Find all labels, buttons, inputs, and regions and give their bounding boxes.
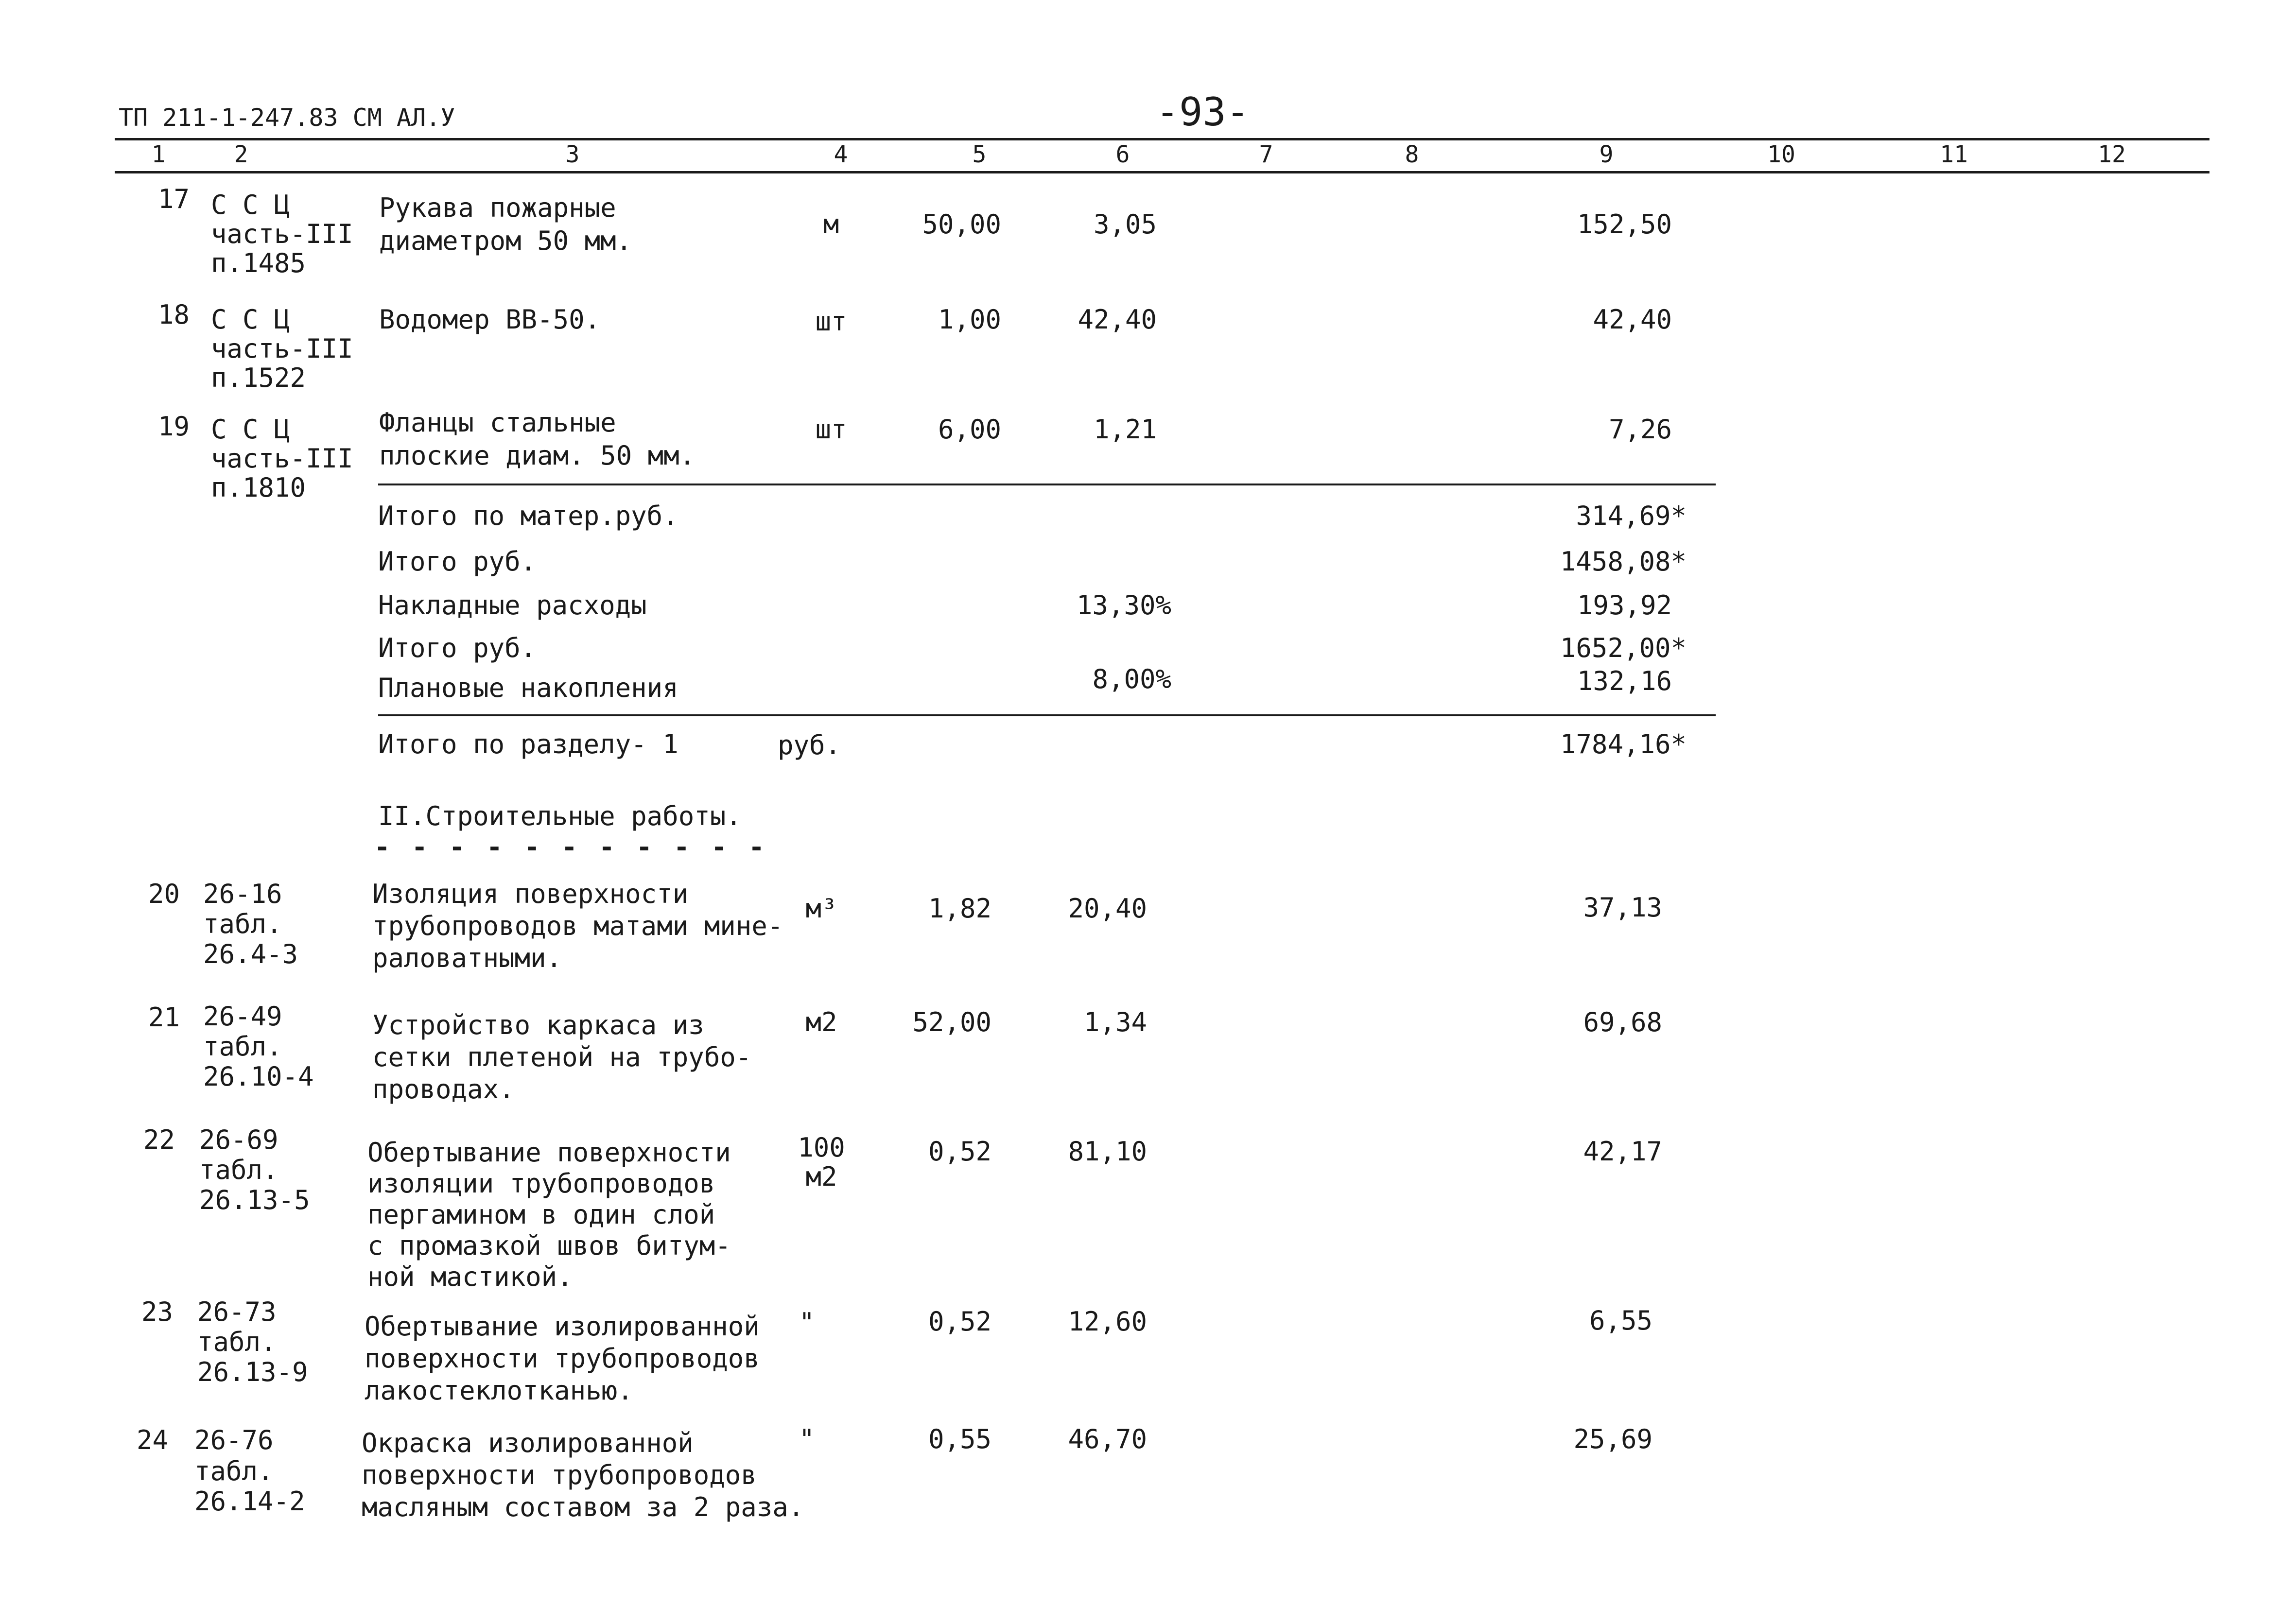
row-description: диаметром 50 мм. <box>379 225 632 256</box>
row-total: 69,68 <box>1583 1007 1662 1037</box>
section-total-value: 1784,16* <box>1560 729 1687 760</box>
row-description: поверхности трубопроводов <box>362 1460 757 1490</box>
row-unit: шт <box>815 414 847 445</box>
section-title: II.Строительные работы. <box>378 801 742 831</box>
row-code: С С Ц <box>211 304 290 335</box>
row-code: 26-76 <box>194 1425 274 1455</box>
row-code: 26-73 <box>197 1296 277 1327</box>
header-bottom-rule <box>115 171 2209 173</box>
row-description: раловатными. <box>372 943 562 973</box>
row-unit: м2 <box>805 1007 837 1037</box>
row-number: 17 <box>157 184 190 214</box>
row-price: 46,70 <box>1068 1424 1147 1454</box>
subtotal-value: 132,16 <box>1577 666 1672 696</box>
row-quantity: 0,55 <box>928 1424 991 1454</box>
section-total-rule <box>378 714 1716 716</box>
row-total: 6,55 <box>1589 1305 1652 1336</box>
column-number-11: 11 <box>1940 141 1968 168</box>
row-code: 26.4-3 <box>203 939 298 969</box>
column-number-2: 2 <box>234 141 248 168</box>
row-description: Изоляция поверхности <box>372 879 689 909</box>
row-description: Устройство каркаса из <box>372 1010 704 1040</box>
row-number: 18 <box>157 299 190 330</box>
row-description: проводах. <box>372 1074 515 1105</box>
section-total-unit: руб. <box>778 730 841 760</box>
row-price: 20,40 <box>1068 893 1147 924</box>
row-price: 3,05 <box>1093 209 1157 240</box>
row-unit: м2 <box>805 1161 837 1192</box>
row-unit: 100 <box>798 1132 845 1163</box>
subtotal-label: Плановые накопления <box>378 673 678 703</box>
subtotal-label: Итого руб. <box>378 633 537 663</box>
header-top-rule <box>115 138 2209 140</box>
row-unit: м³ <box>805 893 837 924</box>
row-code: 26.10-4 <box>203 1061 314 1092</box>
row-description: Фланцы стальные <box>379 407 616 438</box>
row-description: с промазкой швов битум- <box>367 1230 731 1261</box>
row-description: плоские диам. 50 мм. <box>379 440 696 471</box>
document-code: ТП 211-1-247.83 СМ АЛ.У <box>119 104 455 132</box>
row-total: 25,69 <box>1573 1424 1652 1454</box>
row-code: С С Ц <box>211 414 290 445</box>
column-number-5: 5 <box>972 141 987 168</box>
subtotal-rate: 13,30% <box>1076 590 1171 621</box>
row-unit: м <box>823 209 839 240</box>
row-number: 19 <box>157 411 190 442</box>
row-code: часть-III <box>211 443 353 474</box>
row-description: поверхности трубопроводов <box>365 1343 760 1374</box>
row-code: табл. <box>203 1031 282 1062</box>
column-number-3: 3 <box>565 141 580 168</box>
section-total-label: Итого по разделу- 1 <box>378 729 678 760</box>
column-number-9: 9 <box>1599 141 1614 168</box>
subtotal-label: Итого руб. <box>378 546 537 577</box>
column-number-10: 10 <box>1767 141 1795 168</box>
row-code: п.1485 <box>211 248 306 278</box>
row-description: Обертывание изолированной <box>365 1311 760 1342</box>
row-price: 1,34 <box>1083 1007 1147 1037</box>
row-quantity: 1,00 <box>938 304 1001 335</box>
page-number: -93- <box>1156 89 1250 135</box>
subtotal-value: 1458,08* <box>1560 546 1687 577</box>
subtotal-rate: 8,00% <box>1092 664 1171 694</box>
row-code: п.1810 <box>211 472 306 503</box>
row-total: 7,26 <box>1608 414 1672 445</box>
row-quantity: 0,52 <box>928 1136 991 1167</box>
subtotal-value: 314,69* <box>1576 501 1687 531</box>
row-code: табл. <box>197 1327 277 1357</box>
subtotal-value: 193,92 <box>1577 590 1672 621</box>
row-description: трубопроводов матами мине- <box>372 911 783 941</box>
row-code: 26.13-9 <box>197 1357 308 1387</box>
row-number: 22 <box>143 1124 175 1155</box>
row-quantity: 52,00 <box>912 1007 991 1037</box>
row-price: 1,21 <box>1093 414 1157 445</box>
row-unit: шт <box>815 306 847 337</box>
row-description: Рукава пожарные <box>379 192 616 223</box>
row-description: сетки плетеной на трубо- <box>372 1042 752 1072</box>
subtotal-value: 1652,00* <box>1560 633 1687 663</box>
row-code: 26.14-2 <box>194 1486 305 1517</box>
row-code: часть-III <box>211 333 353 364</box>
row-quantity: 1,82 <box>928 893 991 924</box>
row-number: 21 <box>148 1002 180 1033</box>
row-total: 42,40 <box>1593 304 1672 335</box>
row-total: 152,50 <box>1577 209 1672 240</box>
row-code: п.1522 <box>211 363 306 393</box>
row-description: Окраска изолированной <box>362 1428 694 1458</box>
row-description: изоляции трубопроводов <box>367 1168 715 1199</box>
column-number-8: 8 <box>1405 141 1419 168</box>
row-number: 20 <box>148 879 180 909</box>
row-description: Водомер ВВ-50. <box>379 304 601 335</box>
column-number-6: 6 <box>1115 141 1130 168</box>
row-number: 23 <box>141 1296 173 1327</box>
subtotal-label: Накладные расходы <box>378 590 647 621</box>
row-code: 26-16 <box>203 879 282 909</box>
row-number: 24 <box>136 1425 168 1455</box>
row-code: С С Ц <box>211 190 290 220</box>
row-code: 26-69 <box>199 1124 278 1155</box>
row-description: масляным составом за 2 раза. <box>362 1492 804 1522</box>
column-number-12: 12 <box>2098 141 2126 168</box>
row-code: табл. <box>199 1155 278 1185</box>
row-price: 42,40 <box>1078 304 1157 335</box>
column-number-4: 4 <box>834 141 848 168</box>
row-total: 42,17 <box>1583 1136 1662 1167</box>
row-quantity: 6,00 <box>938 414 1001 445</box>
column-number-7: 7 <box>1259 141 1273 168</box>
row-quantity: 50,00 <box>922 209 1001 240</box>
row-code: табл. <box>203 909 282 939</box>
row-code: 26.13-5 <box>199 1185 310 1215</box>
row-quantity: 0,52 <box>928 1306 991 1337</box>
row-code: часть-III <box>211 219 353 249</box>
row-code: 26-49 <box>203 1001 282 1032</box>
row-description: Обертывание поверхности <box>367 1137 731 1168</box>
row-description: лакостеклотканью. <box>365 1375 633 1406</box>
row-total: 37,13 <box>1583 892 1662 923</box>
section-title-underline: - - - - - - - - - - - <box>374 832 767 863</box>
row-code: табл. <box>194 1456 274 1486</box>
row-price: 12,60 <box>1068 1306 1147 1337</box>
row-description: пергамином в один слой <box>367 1199 715 1230</box>
row-unit: " <box>799 1424 815 1454</box>
subtotal-rule <box>378 484 1716 485</box>
subtotal-label: Итого по матер.руб. <box>378 501 678 531</box>
row-unit: " <box>799 1307 815 1338</box>
row-price: 81,10 <box>1068 1136 1147 1167</box>
column-number-1: 1 <box>151 141 166 168</box>
row-description: ной мастикой. <box>367 1261 573 1292</box>
